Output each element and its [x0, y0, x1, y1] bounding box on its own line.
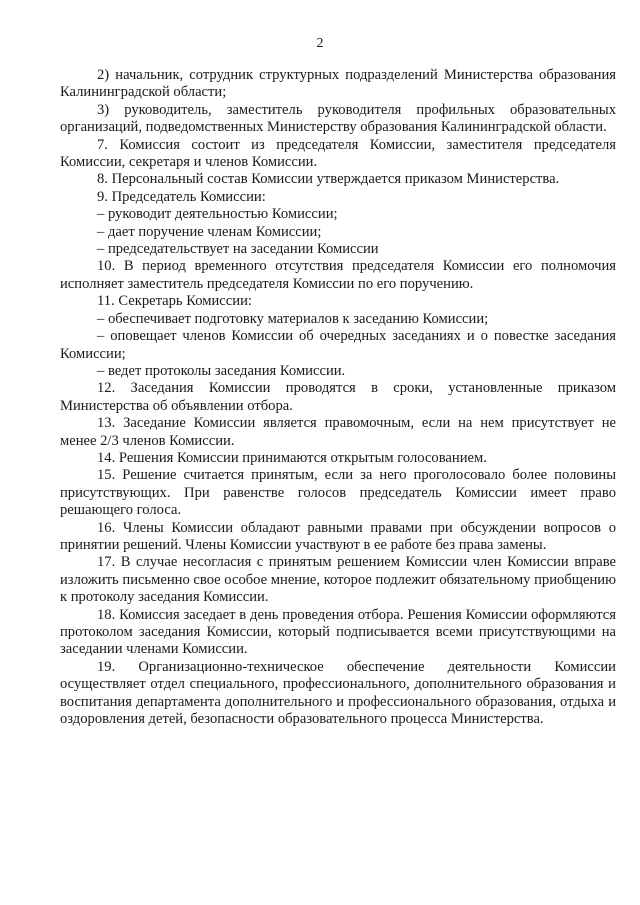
paragraph-12: 12. Заседания Комиссии проводятся в сроки, установленные приказом Министерства об объявлении отбора. — [60, 380, 616, 414]
list-item-secretary-prepares: – обеспечивает подготовку материалов к заседанию Комиссии; — [97, 310, 489, 327]
paragraph-item-3: 3) руководитель, заместитель руководителя профильных образовательных организаций, подведомственных Министерству образования Калининградской области. — [60, 101, 616, 136]
list-item-chair-assigns: – дает поручение членам Комиссии; — [97, 223, 322, 240]
list-item-secretary-notifies: – оповещает членов Комиссии об очередных заседаниях и о повестке заседания Комиссии; — [60, 328, 616, 362]
list-item-chair-manages: – руководит деятельностью Комиссии; — [97, 206, 338, 223]
list-item-chair-presides: – председательствует на заседании Комиссии — [97, 241, 379, 258]
page-number: 2 — [316, 36, 324, 51]
paragraph-13: 13. Заседание Комиссии является правомочным, если на нем присутствует не менее 2/3 членов Комиссии. — [60, 415, 616, 449]
paragraph-8: 8. Персональный состав Комиссии утверждается приказом Министерства. — [97, 171, 560, 188]
paragraph-7: 7. Комиссия состоит из председателя Комиссии, заместителя председателя Комиссии, секретаря и членов Комиссии. — [60, 136, 616, 171]
paragraph-19: 19. Организационно-техническое обеспечение деятельности Комиссии осуществляет отдел специального, профессионального, дополнительного образования и воспитания департамента дополнительного и профессионального образования, отдыха и оздоровления детей, безопасности образовательного процесса Министерства. — [60, 658, 616, 728]
paragraph-16: 16. Члены Комиссии обладают равными правами при обсуждении вопросов о принятии решений. Члены Комиссии участвуют в ее работе без права замены. — [60, 519, 616, 553]
paragraph-18: 18. Комиссия заседает в день проведения отбора. Решения Комиссии оформляются протоколом заседания Комиссии, который подписывается всеми присутствующими на заседании членами Комиссии. — [60, 606, 616, 658]
document-body — [60, 67, 616, 728]
paragraph-10: 10. В период временного отсутствия председателя Комиссии его полномочия исполняет заместитель председателя Комиссии по его поручению. — [60, 258, 616, 292]
paragraph-9: 9. Председатель Комиссии: — [97, 188, 266, 205]
paragraph-15: 15. Решение считается принятым, если за него проголосовало более половины присутствующих. При равенстве голосов председатель Комиссии имеет право решающего голоса. — [60, 467, 616, 519]
list-item-secretary-minutes: – ведет протоколы заседания Комиссии. — [97, 362, 346, 379]
paragraph-17: 17. В случае несогласия с принятым решением Комиссии член Комиссии вправе изложить письменно свое особое мнение, которое подлежит обязательному приобщению к протоколу заседания Комиссии. — [60, 554, 616, 606]
paragraph-11: 11. Секретарь Комиссии: — [97, 293, 252, 310]
paragraph-14: 14. Решения Комиссии принимаются открытым голосованием. — [97, 449, 487, 466]
paragraph-item-2: 2) начальник, сотрудник структурных подразделений Министерства образования Калининградской области; — [60, 67, 616, 101]
